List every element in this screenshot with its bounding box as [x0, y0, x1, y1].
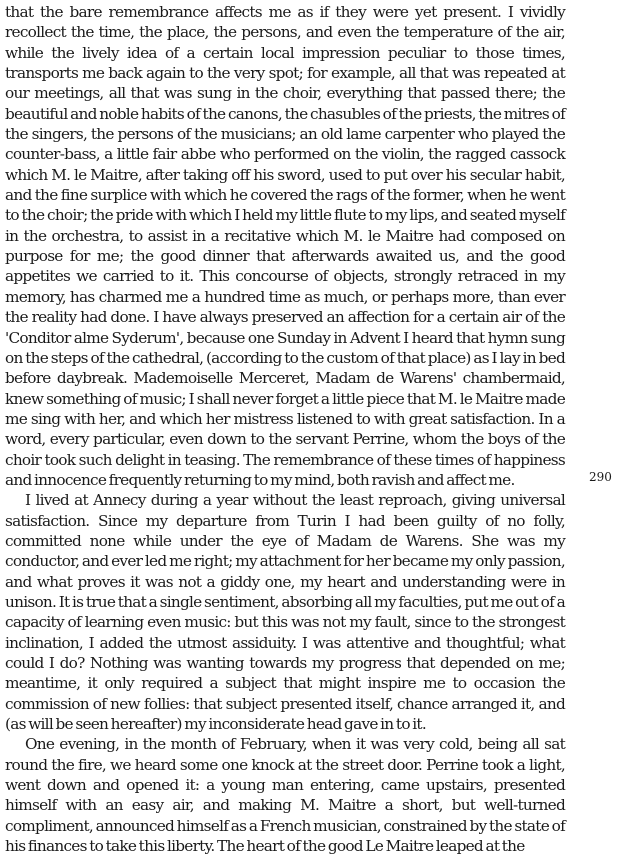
- book-page: [5, 2, 565, 856]
- paragraph-annecy: I lived at Annecy during a year without the least reproach, giving universal satisfaction. Since my departure from Turin I had been guilty of no folly, committed none while under the eye of Madam de Warens. She was my conductor, and ever led me right; my attachment for her became my only passion, and what proves it was not a giddy one, my heart and understanding were in unison. It is true that a single sentiment, absorbing all my faculties, put me out of a capacity of learning even music: but this was not my fault, since to the strongest inclination, I added the utmost assiduity. I was attentive and thoughtful; what could I do? Nothing was wanting towards my progress that depended on me; meantime, it only required a subject that might inspire me to occasion the commission of new follies: that subject presented itself, chance arranged it, and (as will be seen hereafter) my inconsiderate head gave in to it.: [5, 491, 565, 734]
- paragraph-remembrance: that the bare remembrance affects me as if they were yet present. I vividly recollect the time, the place, the persons, and even the temperature of the air, while the lively idea of a certain local impression peculiar to those times, transports me back again to the very spot; for example, all that was repeated at our meetings, all that was sung in the choir, everything that passed there; the beautiful and noble habits of the canons, the chasubles of the priests, the mitres of the singers, the persons of the musicians; an old lame carpenter who played the counter-bass, a little fair abbe who performed on the violin, the ragged cassock which M. le Maitre, after taking off his sword, used to put over his secular habit, and the fine surplice with which he covered the rags of the former, when he went to the choir; the pride with which I held my little flute to my lips, and seated myself in the orchestra, to assist in a recitative which M. le Maitre had composed on purpose for me; the good dinner that afterwards awaited us, and the good appetites we carried to it. This concourse of objects, strongly retraced in my memory, has charmed me a hundred time as much, or perhaps more, than ever the reality had done. I have always preserved an affection for a certain air of the 'Conditor alme Syderum', because one Sunday in Advent I heard that hymn sung on the steps of the cathedral, (according to the custom of that place) as I lay in bed before daybreak. Mademoiselle Merceret, Madam de Warens' chambermaid, knew something of music; I shall never forget a little piece that M. le Maitre made me sing with her, and which her mistress listened to with great satisfaction. In a word, every particular, even down to the servant Perrine, whom the boys of the choir took such delight in teasing. The remembrance of these times of happiness and innocence frequently returning to my mind, both ravish and affect me.: [5, 3, 565, 489]
- paragraph-february-evening: One evening, in the month of February, when it was very cold, being all sat round the fire, we heard some one knock at the street door. Perrine took a light, went down and opened it: a young man entering, came upstairs, presented himself with an easy air, and making M. Maitre a short, but well-turned compliment, announced himself as a French musician, constrained by the state of his finances to take this liberty. The heart of the good Le Maitre leaped at the: [5, 735, 565, 856]
- page-number: 290: [589, 470, 612, 484]
